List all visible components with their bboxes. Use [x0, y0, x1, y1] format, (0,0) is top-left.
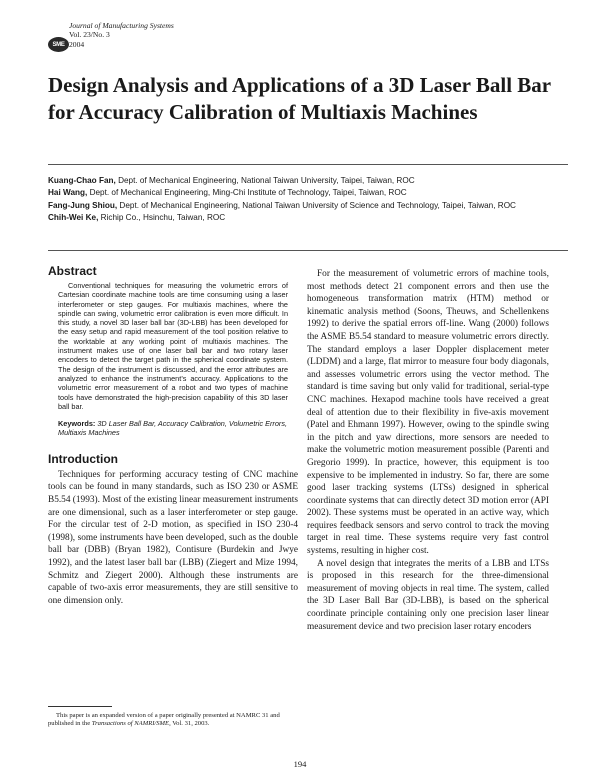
author-entry: [48, 175, 568, 187]
journal-info: [69, 21, 174, 49]
abstract-heading: Abstract: [48, 264, 97, 278]
body-paragraph: A novel design that integrates the merits of a LBB and LTSs is proposed in this research for the three-dimensional measurement of moving objects in real time. The system, called the 3D Laser Ball Bar (3D-LBB), is based on the spherical coordinate principle containing only one precision laser linear measurement device and two precision laser rotary encoders: [307, 558, 549, 632]
keywords-label: Keywords:: [58, 419, 96, 429]
footnote-volume: Vol. 31, 2003.: [170, 720, 210, 728]
author-name: Chih-Wei Ke,: [48, 212, 99, 222]
author-entry: [48, 187, 568, 199]
authors-rule: [48, 250, 568, 251]
journal-year: 2004: [69, 39, 85, 49]
footnote: [48, 712, 298, 729]
author-affiliation: Richip Co., Hsinchu, Taiwan, ROC: [100, 212, 226, 222]
author-entry: [48, 212, 568, 224]
journal-name: Journal of Manufacturing Systems: [69, 21, 174, 30]
footnote-journal: Transactions of NAMRI/SME,: [91, 720, 171, 728]
author-affiliation: Dept. of Mechanical Engineering, National Taiwan University, Taipei, Taiwan, ROC: [118, 176, 415, 185]
introduction-heading: Introduction: [48, 451, 118, 466]
intro-paragraph: Techniques for performing accuracy testing of CNC machine tools can be found in many standards, such as ISO 230 or ASME B5.54 (1993). Most of the existing linear measurement instruments are one dimensional, such as a laser interferometer or step gauge. For the circular test of 2-D motion, as specified in ISO 230-4 (1998), some instruments have been developed, such as the double ball bar (DBB) (Bryan 1982), Contisure (Burdekin and Jwye 1992), and the latest laser ball bar (LBB) (Ziegert and Mize 1994, Schmitz and Ziegert 2000). Although these instruments are capable of two-axis error measurements, they are still sensitive to one dimension only.: [48, 469, 298, 606]
left-column: [48, 264, 298, 607]
author-list: [48, 175, 568, 224]
author-name: Fang-Jung Shiou,: [48, 200, 118, 210]
author-affiliation: Dept. of Mechanical Engineering, National Taiwan University of Science and Technology, Taipei, Taiwan, ROC: [119, 200, 516, 210]
page-number: 194: [293, 759, 307, 769]
author-name: Kuang-Chao Fan,: [48, 176, 116, 185]
abstract-text: Conventional techniques for measuring the volumetric errors of Cartesian coordinate machine tools are time consuming using a laser interferometer or step gauges. For multiaxis machines, where the spindle can swing, volumetric error calibration is even more difficult. In this study, a novel 3D laser ball bar (3D-LBB) has been developed for the easy setup and rapid measurement of the tool position relative to the worktable at any working point of multiaxis machines. The instrument makes use of one laser ball bar and two rotary laser encoders to detect the target path in the spherical coordinate system. The design of the instrument is discussed, and the error attributes are analyzed to enhance the instrument’s accuracy. Applications to the volumetric error measurement of a robot and two types of machine tools have demonstrated the high-precision capability of this 3D laser ball bar.: [58, 281, 288, 411]
author-affiliation: Dept. of Mechanical Engineering, Ming-Chi Institute of Technology, Taipei, Taiwan, ROC: [89, 188, 407, 198]
footnote-rule: [48, 706, 112, 707]
body-paragraph: For the measurement of volumetric errors of machine tools, most methods detect 21 component errors and then use the homogeneous transformation matrix (HTM) method or kinematic analysis method (Soons, Theuws, and Schellenkens 1992) to derive the spatial errors off-line. Wang (2000) follows the ASME B5.54 standard to measure volumetric errors directly. The standard employs a laser Doppler displacement meter (LDDM) and a large, flat mirror to measure four body diagonals, and assesses volumetric errors using the vector method. The standard is time saving but only valid for traditional, serial-type CNC machines. Hexapod machine tools have received a great deal of attention due to their flexibility in five-axis movement (Patel and Ehmann 1997). However, owing to the spindle swing in the pitch and yaw directions, more sensors are needed to make the volumetric motion measurement possible (Parenti and Gregorio 1999). In practice, however, this equipment is too expensive to be implemented in industry. So far, there are some good laser tracking systems (LTSs) designed in spherical coordinate systems that can directly detect 3D motion error (API 2002). These systems must be operated in an active way, which requires feedback sensors and servo control to track the moving target in real time. These systems require very fast control systems, resulting in higher cost.: [307, 269, 549, 557]
title-rule: [48, 164, 568, 165]
author-name: Hai Wang,: [48, 188, 88, 198]
paper-title: Design Analysis and Applications of a 3D Laser Ball Bar for Accuracy Calibration of Multiaxis Machines: [48, 73, 551, 124]
right-column: [307, 268, 549, 633]
keywords: [48, 419, 298, 438]
footnote-text: This paper is an expanded version of a paper originally presented at NAMRC 31 and published in the: [48, 712, 280, 728]
sme-logo: SME: [48, 37, 69, 52]
author-entry: [48, 200, 568, 212]
journal-volume: Vol. 23/No. 3: [69, 30, 110, 40]
keywords-list: 3D Laser Ball Bar, Accuracy Calibration, Volumetric Errors, Multiaxis Machines: [58, 419, 287, 438]
